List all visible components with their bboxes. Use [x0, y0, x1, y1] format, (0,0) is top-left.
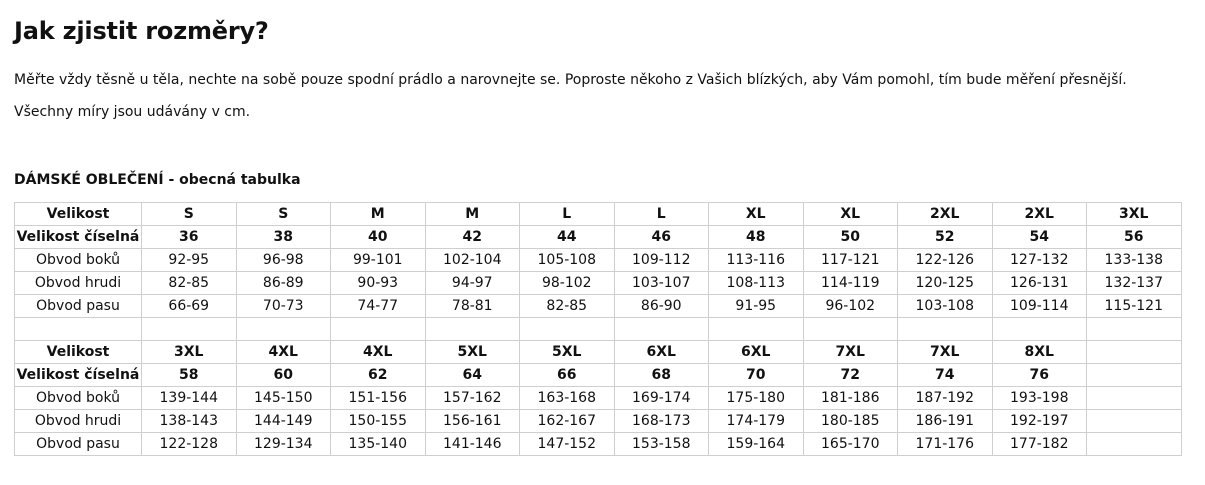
- table-cell: 36: [142, 226, 237, 249]
- table-cell: 141-146: [425, 433, 520, 456]
- table-cell: [520, 318, 615, 341]
- table-cell: 66-69: [142, 295, 237, 318]
- table-cell: [614, 318, 709, 341]
- table-cell: 171-176: [898, 433, 993, 456]
- row-label: [15, 318, 142, 341]
- table-cell: [1087, 318, 1182, 341]
- table-cell: 127-132: [992, 249, 1087, 272]
- table-cell: 72: [803, 364, 898, 387]
- table-cell: 122-128: [142, 433, 237, 456]
- table-cell: 187-192: [898, 387, 993, 410]
- table-cell: 2XL: [898, 203, 993, 226]
- table-cell: 96-98: [236, 249, 331, 272]
- row-label: Velikost číselná: [15, 364, 142, 387]
- table-cell: 54: [992, 226, 1087, 249]
- table-row: [15, 226, 1182, 249]
- table-cell: 133-138: [1087, 249, 1182, 272]
- table-row: [15, 433, 1182, 456]
- table-cell: [803, 318, 898, 341]
- table-cell: 58: [142, 364, 237, 387]
- table-cell: 120-125: [898, 272, 993, 295]
- table-cell: 92-95: [142, 249, 237, 272]
- table-cell: 103-107: [614, 272, 709, 295]
- row-label: Obvod hrudi: [15, 272, 142, 295]
- table-cell: 139-144: [142, 387, 237, 410]
- table-cell: 177-182: [992, 433, 1087, 456]
- table-cell: 138-143: [142, 410, 237, 433]
- table-cell: 150-155: [331, 410, 426, 433]
- table-cell: 113-116: [709, 249, 804, 272]
- table-cell: 117-121: [803, 249, 898, 272]
- table-cell: XL: [803, 203, 898, 226]
- table-row: [15, 341, 1182, 364]
- table-cell: 3XL: [1087, 203, 1182, 226]
- table-cell: 4XL: [331, 341, 426, 364]
- table-cell: 56: [1087, 226, 1182, 249]
- table-cell: 157-162: [425, 387, 520, 410]
- table-row: [15, 249, 1182, 272]
- table-cell: 193-198: [992, 387, 1087, 410]
- table-cell: 62: [331, 364, 426, 387]
- table-cell: 68: [614, 364, 709, 387]
- table-cell: [1087, 364, 1182, 387]
- table-cell: 186-191: [898, 410, 993, 433]
- table-cell: 6XL: [709, 341, 804, 364]
- table-cell: 162-167: [520, 410, 615, 433]
- row-label: Obvod boků: [15, 387, 142, 410]
- table-cell: M: [425, 203, 520, 226]
- table-cell: 70: [709, 364, 804, 387]
- table-cell: 50: [803, 226, 898, 249]
- table-cell: 86-90: [614, 295, 709, 318]
- table-cell: 70-73: [236, 295, 331, 318]
- table-cell: 180-185: [803, 410, 898, 433]
- table-cell: S: [142, 203, 237, 226]
- table-cell: 192-197: [992, 410, 1087, 433]
- table-cell: 151-156: [331, 387, 426, 410]
- table-cell: 90-93: [331, 272, 426, 295]
- row-label: Velikost číselná: [15, 226, 142, 249]
- table-cell: [992, 318, 1087, 341]
- table-cell: L: [520, 203, 615, 226]
- table-cell: 46: [614, 226, 709, 249]
- table-cell: 132-137: [1087, 272, 1182, 295]
- table-cell: 3XL: [142, 341, 237, 364]
- table-cell: 52: [898, 226, 993, 249]
- row-label: Obvod hrudi: [15, 410, 142, 433]
- table-cell: 159-164: [709, 433, 804, 456]
- table-cell: 169-174: [614, 387, 709, 410]
- table-cell: 42: [425, 226, 520, 249]
- table-cell: 86-89: [236, 272, 331, 295]
- table-cell: [331, 318, 426, 341]
- table-cell: XL: [709, 203, 804, 226]
- table-cell: 115-121: [1087, 295, 1182, 318]
- table-cell: 94-97: [425, 272, 520, 295]
- table-cell: 103-108: [898, 295, 993, 318]
- intro-paragraph: Měřte vždy těsně u těla, nechte na sobě pouze spodní prádlo a narovnejte se. Poproste někoho z Vašich blízkých, aby Vám pomohl, tím bude měření přesnější.: [14, 72, 1127, 88]
- table-cell: M: [331, 203, 426, 226]
- table-cell: [709, 318, 804, 341]
- page-title: Jak zjistit rozměry?: [14, 17, 269, 45]
- table-cell: 40: [331, 226, 426, 249]
- table-cell: [142, 318, 237, 341]
- table-cell: 96-102: [803, 295, 898, 318]
- table-cell: 5XL: [425, 341, 520, 364]
- table-cell: 145-150: [236, 387, 331, 410]
- table-cell: 109-114: [992, 295, 1087, 318]
- table-cell: 82-85: [142, 272, 237, 295]
- table-cell: 44: [520, 226, 615, 249]
- row-label: Velikost: [15, 203, 142, 226]
- table-cell: [425, 318, 520, 341]
- table-cell: 102-104: [425, 249, 520, 272]
- table-row: [15, 295, 1182, 318]
- table-cell: 156-161: [425, 410, 520, 433]
- table-cell: 7XL: [898, 341, 993, 364]
- table-cell: [1087, 410, 1182, 433]
- table-cell: 129-134: [236, 433, 331, 456]
- table-cell: 64: [425, 364, 520, 387]
- table-cell: 74-77: [331, 295, 426, 318]
- table-cell: 48: [709, 226, 804, 249]
- table-cell: 98-102: [520, 272, 615, 295]
- table-cell: 7XL: [803, 341, 898, 364]
- table-cell: 163-168: [520, 387, 615, 410]
- row-label: Obvod pasu: [15, 433, 142, 456]
- table-cell: 105-108: [520, 249, 615, 272]
- size-table-body: [15, 203, 1182, 456]
- table-cell: [1087, 387, 1182, 410]
- row-label: Obvod boků: [15, 249, 142, 272]
- table-cell: [1087, 341, 1182, 364]
- table-cell: 76: [992, 364, 1087, 387]
- table-cell: 175-180: [709, 387, 804, 410]
- table-cell: 165-170: [803, 433, 898, 456]
- table-spacer-row: [15, 318, 1182, 341]
- table-cell: [1087, 433, 1182, 456]
- row-label: Velikost: [15, 341, 142, 364]
- table-cell: 108-113: [709, 272, 804, 295]
- table-cell: 66: [520, 364, 615, 387]
- table-row: [15, 410, 1182, 433]
- table-cell: [898, 318, 993, 341]
- table-cell: 114-119: [803, 272, 898, 295]
- table-row: [15, 387, 1182, 410]
- table-cell: 174-179: [709, 410, 804, 433]
- table-cell: 5XL: [520, 341, 615, 364]
- table-cell: 181-186: [803, 387, 898, 410]
- table-cell: 78-81: [425, 295, 520, 318]
- table-cell: L: [614, 203, 709, 226]
- table-row: [15, 272, 1182, 295]
- table-cell: 126-131: [992, 272, 1087, 295]
- table-cell: 122-126: [898, 249, 993, 272]
- table-cell: 109-112: [614, 249, 709, 272]
- table-cell: 135-140: [331, 433, 426, 456]
- table-cell: 82-85: [520, 295, 615, 318]
- table-cell: 2XL: [992, 203, 1087, 226]
- size-table: [14, 202, 1182, 456]
- table-cell: 60: [236, 364, 331, 387]
- row-label: Obvod pasu: [15, 295, 142, 318]
- table-cell: S: [236, 203, 331, 226]
- units-note: Všechny míry jsou udávány v cm.: [14, 104, 251, 120]
- table-cell: 147-152: [520, 433, 615, 456]
- table-cell: 99-101: [331, 249, 426, 272]
- table-cell: 6XL: [614, 341, 709, 364]
- table-cell: 8XL: [992, 341, 1087, 364]
- table-row: [15, 203, 1182, 226]
- table-row: [15, 364, 1182, 387]
- table-cell: 38: [236, 226, 331, 249]
- table-cell: 91-95: [709, 295, 804, 318]
- table-cell: 74: [898, 364, 993, 387]
- table-cell: 168-173: [614, 410, 709, 433]
- table-cell: 153-158: [614, 433, 709, 456]
- table-cell: 144-149: [236, 410, 331, 433]
- table-cell: [236, 318, 331, 341]
- table-cell: 4XL: [236, 341, 331, 364]
- table-title: DÁMSKÉ OBLEČENÍ - obecná tabulka: [14, 172, 301, 188]
